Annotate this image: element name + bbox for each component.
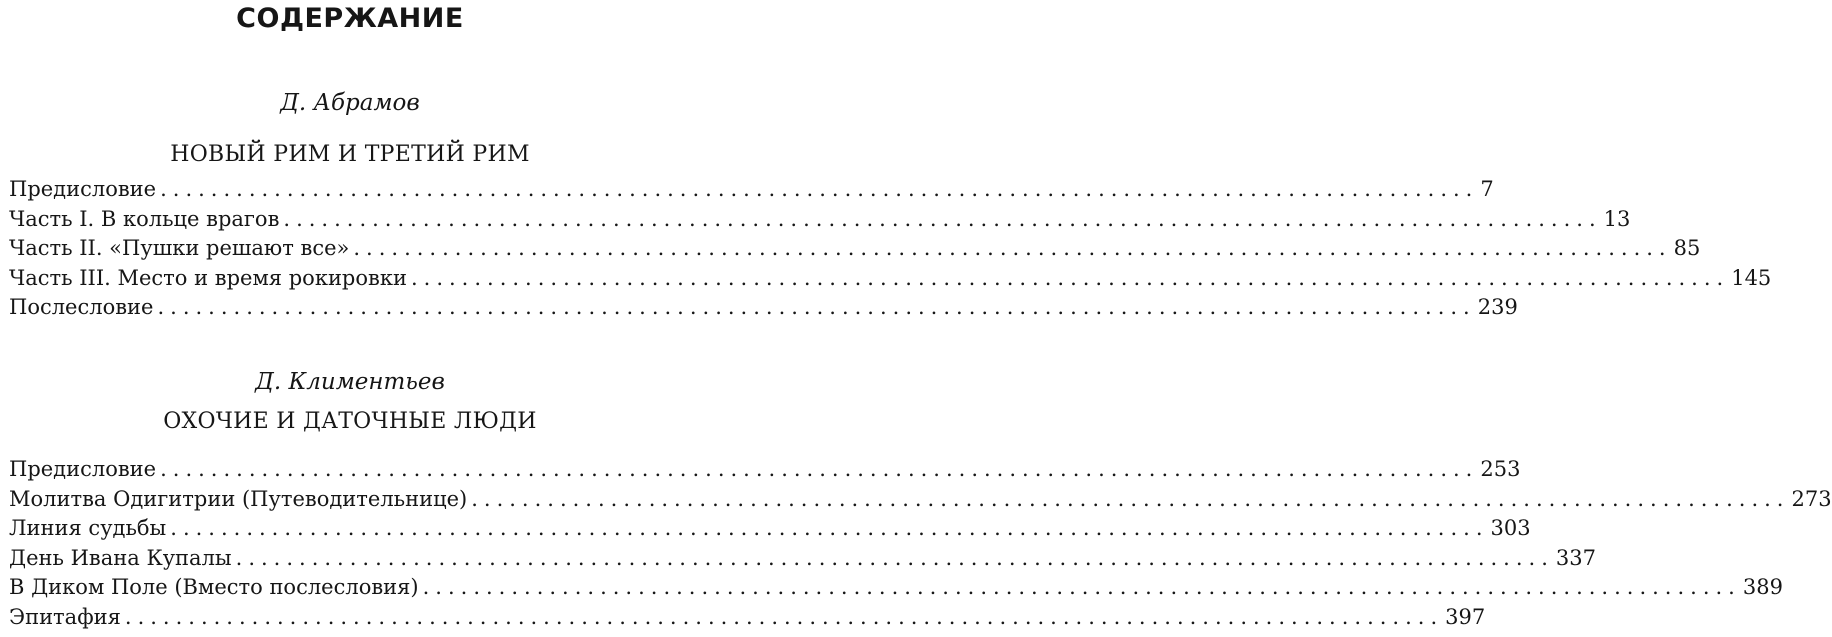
toc-entry-page: 85 [1673,236,1701,260]
toc-entry-page: 7 [1480,177,1494,201]
toc-entry[interactable] [9,205,1631,235]
toc-entry[interactable] [9,293,1518,323]
section-author: Д. Климентьев [255,369,445,395]
section-author: Д. Абрамов [280,90,420,116]
toc-entry[interactable] [9,544,1596,574]
toc-entry-title: Часть III. Место и время рокировки [9,265,407,290]
toc-entry-page: 13 [1603,206,1631,231]
toc-entry-title: Эпитафия [9,604,121,629]
toc-entry-page: 253 [1480,457,1521,481]
toc-entry[interactable] [9,485,1832,515]
dot-leader: ........................................................................................................ [170,516,1489,540]
toc-entry[interactable] [9,175,1494,205]
page-title: СОДЕРЖАНИЕ [236,3,464,34]
dot-leader: ........................................................................................................ [157,295,1476,319]
toc-list [9,175,1772,323]
toc-entry-page: 389 [1742,575,1783,599]
toc-entry[interactable] [9,264,1772,294]
toc-list [9,455,1832,632]
toc-entry[interactable] [9,234,1701,264]
dot-leader: ........................................................................................................ [422,575,1741,599]
toc-entry[interactable] [9,455,1521,485]
toc-entry-page: 239 [1477,295,1518,319]
dot-leader: ........................................................................................................ [160,177,1479,201]
toc-entry-title: Предисловие [9,177,157,201]
section-title: ОХОЧИЕ И ДАТОЧНЫЕ ЛЮДИ [163,409,537,434]
toc-entry-page: 303 [1490,516,1531,540]
toc-entry-title: Линия судьбы [9,516,167,540]
dot-leader: ........................................................................................................ [410,265,1730,290]
toc-entry-page: 337 [1555,545,1596,570]
dot-leader: ........................................................................................................ [124,604,1444,629]
toc-entry-title: Послесловие [9,295,154,319]
toc-entry-page: 273 [1791,486,1832,511]
dot-leader: ........................................................................................................ [235,545,1554,570]
toc-entry-title: Часть II. «Пушки решают все» [9,236,350,260]
toc-entry-title: Предисловие [9,457,157,481]
toc-entry-page: 397 [1445,604,1486,629]
toc-entry-title: Часть I. В кольце врагов [9,206,280,231]
toc-entry[interactable] [9,573,1783,603]
dot-leader: ........................................................................................................ [471,486,1790,511]
dot-leader: ........................................................................................................ [283,206,1602,231]
toc-entry-page: 145 [1731,265,1772,290]
toc-entry[interactable] [9,514,1531,544]
dot-leader: ........................................................................................................ [160,457,1479,481]
dot-leader: ........................................................................................................ [353,236,1672,260]
toc-entry-title: Молитва Одигитрии (Путеводительнице) [9,486,468,511]
toc-entry[interactable] [9,603,1486,633]
section-title: НОВЫЙ РИМ И ТРЕТИЙ РИМ [170,142,530,167]
toc-entry-title: В Диком Поле (Вместо послесловия) [9,575,419,599]
toc-entry-title: День Ивана Купалы [9,545,232,570]
